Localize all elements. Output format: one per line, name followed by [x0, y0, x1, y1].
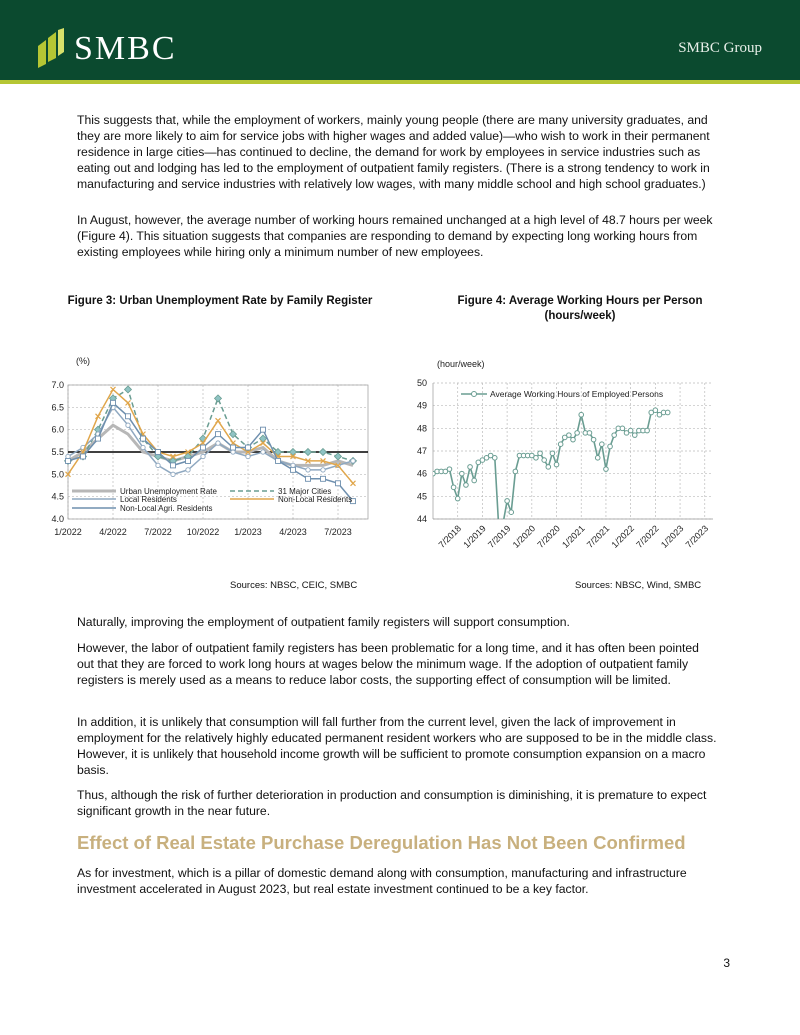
figure4-point — [460, 471, 465, 476]
brand-name: SMBC — [74, 30, 177, 67]
figure3-point — [156, 450, 161, 455]
figure3-point — [261, 427, 266, 432]
figure4-point — [455, 496, 460, 501]
smbc-logo-icon — [36, 28, 66, 68]
figure4-point — [645, 428, 650, 433]
paragraph-middle-class: In addition, it is unlikely that consumption will fall further from the current level, given the lack of improvement in employment for the relatively highly educated permanent resident workers who are supposed to be in the middle class. However, it is unlikely that household income growth will be sufficient to promote consumption expansion on a macro basis. — [77, 715, 717, 777]
figure4-unit-label: (hour/week) — [437, 359, 485, 369]
figure3-source: Sources: NBSC, CEIC, SMBC — [230, 580, 358, 591]
figure4-point — [447, 467, 452, 472]
figure4-chart — [395, 350, 730, 565]
figure4-point — [513, 469, 518, 474]
group-name: SMBC Group — [678, 40, 762, 56]
figure3-point — [215, 395, 222, 402]
figure4-point — [579, 412, 584, 417]
header-divider — [0, 80, 800, 84]
figure3-x-tick: 10/2022 — [186, 527, 220, 537]
header-bar — [0, 0, 800, 80]
figure3-point — [351, 459, 355, 463]
figure3-point — [335, 453, 342, 460]
figure4-y-tick: 45 — [416, 491, 427, 502]
figure3-x-tick: 7/2023 — [324, 527, 352, 537]
figure4-x-tick: 1/2022 — [609, 523, 637, 550]
figure3-title: Figure 3: Urban Unemployment Rate by Family Register — [67, 295, 373, 307]
figure4-point — [620, 426, 625, 431]
figure3-point — [320, 449, 327, 456]
figure4-point — [546, 465, 551, 470]
figure4-point — [575, 431, 580, 436]
figure4-point — [505, 499, 510, 504]
figure3-unit-label: (%) — [76, 356, 90, 366]
figure3-point — [141, 445, 145, 449]
figure4-point — [542, 458, 547, 463]
paragraph-investment: As for investment, which is a pillar of domestic demand along with consumption, manufacturing and infrastructure investment accelerated in August 2023, but real estate investment continued to be a key factor. — [77, 866, 687, 896]
figure3-point — [321, 468, 325, 472]
figure3-y-tick: 4.5 — [51, 491, 64, 502]
section-heading: Effect of Real Estate Purchase Deregulation Has Not Been Confirmed — [77, 832, 686, 853]
figure3-y-tick: 4.0 — [51, 514, 64, 524]
figure3-point — [305, 449, 312, 456]
figure3-x-tick: 7/2022 — [144, 527, 172, 537]
paragraph-consumption: Naturally, improving the employment of outpatient family registers will support consumption. — [77, 615, 570, 629]
figure3-y-tick: 5.5 — [51, 447, 64, 457]
figure3-point — [171, 463, 176, 468]
figure3-point — [111, 387, 116, 392]
figure3-point — [246, 454, 250, 458]
figure4-y-tick: 48 — [416, 423, 427, 434]
figure4-point — [534, 456, 539, 461]
figure4-y-tick: 50 — [416, 378, 427, 388]
figure3-y-tick: 6.0 — [51, 424, 64, 435]
figure3-point — [231, 445, 236, 450]
figure4-y-tick: 49 — [416, 400, 427, 411]
figure4-x-tick: 7/2023 — [683, 523, 711, 550]
figure4-point — [653, 408, 658, 413]
figure4-point — [464, 483, 469, 488]
figure4-legend-label: Average Working Hours of Employed Persons — [490, 389, 664, 399]
figure4-x-tick: 1/2023 — [658, 523, 686, 550]
figure4-point — [595, 456, 600, 461]
figure3-y-tick: 7.0 — [51, 380, 64, 390]
figure3-point — [171, 472, 175, 476]
figure4-source: Sources: NBSC, Wind, SMBC — [575, 580, 702, 591]
figure4-point — [468, 465, 473, 470]
figure3-point — [125, 386, 132, 393]
figure4-point — [665, 410, 670, 415]
figure4-y-tick: 46 — [416, 468, 427, 479]
figure4-point — [587, 431, 592, 436]
figure3-x-tick: 1/2023 — [234, 527, 262, 537]
figure4-point — [554, 462, 559, 467]
figure3-point — [186, 468, 190, 472]
figure4-y-tick: 47 — [416, 446, 427, 456]
figure3-point — [216, 432, 221, 437]
figure3-point — [156, 463, 160, 467]
figure3-point — [111, 400, 116, 405]
figure3-legend-label: 31 Major Cities — [278, 487, 332, 496]
figure3-point — [126, 423, 130, 427]
figure4-title-line2: (hours/week) — [544, 310, 616, 322]
figure3-y-tick: 5.0 — [51, 469, 64, 480]
figure3-point — [306, 476, 311, 481]
figure4-point — [608, 444, 613, 449]
figure4-point — [591, 437, 596, 442]
figure4-x-tick: 7/2018 — [436, 523, 464, 550]
figure3-point — [96, 436, 101, 441]
figure3-point — [201, 454, 205, 458]
figure4-x-tick: 7/2020 — [535, 523, 562, 550]
figure4-point — [492, 456, 497, 461]
figure3-y-tick: 6.5 — [51, 402, 64, 413]
figure3-legend-label: Urban Unemployment Rate — [120, 487, 217, 496]
figure3-point — [261, 450, 265, 454]
figure4-point — [472, 478, 477, 483]
figure3-legend-label: Local Residents — [120, 495, 177, 504]
figure4-point — [509, 510, 514, 515]
figure4-point — [632, 433, 637, 438]
figure4-point — [550, 451, 555, 456]
figure4-y-tick: 44 — [416, 514, 427, 524]
figure4-legend-marker — [472, 392, 477, 397]
figure3-point — [351, 481, 356, 486]
figure4-series-group — [431, 408, 670, 533]
figure4-x-tick: 1/2020 — [510, 523, 538, 550]
paragraph-intro: This suggests that, while the employment of workers, mainly young people (there are many university graduates, and they are more likely to aim for service jobs with higher wages and added value)—who wish to work in their permanent residence in large cities—has continued to decline, the demand for work by employees in service industries such as eating out and lodging has led to the employment of outpatient family registers. (There is a strong tendency to work in manufacturing and service industries with relatively low wages, with many middle school and high school graduates.) — [77, 113, 710, 191]
figure3-x-tick: 4/2022 — [99, 527, 127, 537]
figure3-legend-label: Non-Local Agri. Residents — [120, 504, 213, 513]
figure4-point — [571, 437, 576, 442]
figure4-point — [567, 433, 572, 438]
figure3-point — [141, 436, 146, 441]
figure4-x-tick: 7/2021 — [584, 523, 612, 550]
figure4-x-tick: 7/2022 — [634, 523, 661, 550]
figure3-point — [216, 441, 220, 445]
figure4-x-tick: 1/2019 — [461, 523, 488, 550]
figure3-point — [291, 467, 296, 472]
figure3-x-tick: 4/2023 — [279, 527, 307, 537]
paragraph-working-hours: In August, however, the average number of working hours remained unchanged at a high level of 48.7 hours per week (Figure 4). This situation suggests that companies are responding to demand by expecting long working hours from existing employees while hiring only a minimum number of new employees. — [77, 213, 713, 259]
figure3-chart — [30, 350, 380, 550]
figure4-point — [600, 442, 605, 447]
figure3-point — [276, 458, 281, 463]
figure4-point — [558, 442, 563, 447]
figure4-title — [430, 294, 730, 324]
figure4-point — [451, 485, 456, 490]
figure4-point — [604, 467, 609, 472]
figure4-x-tick: 7/2019 — [485, 523, 513, 550]
figure3-point — [246, 445, 251, 450]
figure3-point — [201, 445, 206, 450]
figure3-point — [216, 418, 221, 423]
paragraph-labor: However, the labor of outpatient family registers has been problematic for a long time, and it has often been pointed out that they are forced to work long hours at wages below the minimum wage. If the adoption of outpatient family registers is merely used as a means to reduce labor costs, the supporting effect of consumption will be limited. — [77, 641, 699, 687]
figure3-point — [336, 481, 341, 486]
figure3-point — [66, 458, 71, 463]
figure4-point — [612, 433, 617, 438]
figure3-x-tick: 1/2022 — [54, 527, 82, 537]
figure3-point — [81, 454, 86, 459]
figure3-point — [186, 458, 191, 463]
figure3-point — [306, 468, 310, 472]
page-number: 3 — [723, 956, 730, 970]
figure3-point — [126, 414, 131, 419]
figure4-point — [538, 451, 543, 456]
paragraph-outlook: Thus, although the risk of further deterioration in production and consumption is diminishing, it is premature to expect significant growth in the near future. — [77, 788, 707, 818]
figure4-point — [628, 428, 633, 433]
figure4-title-line1: Figure 4: Average Working Hours per Person — [457, 295, 703, 307]
figure3-point — [321, 476, 326, 481]
figure4-x-tick: 1/2021 — [560, 523, 587, 550]
figure3-legend-label: Non-Local Residents — [278, 495, 353, 504]
